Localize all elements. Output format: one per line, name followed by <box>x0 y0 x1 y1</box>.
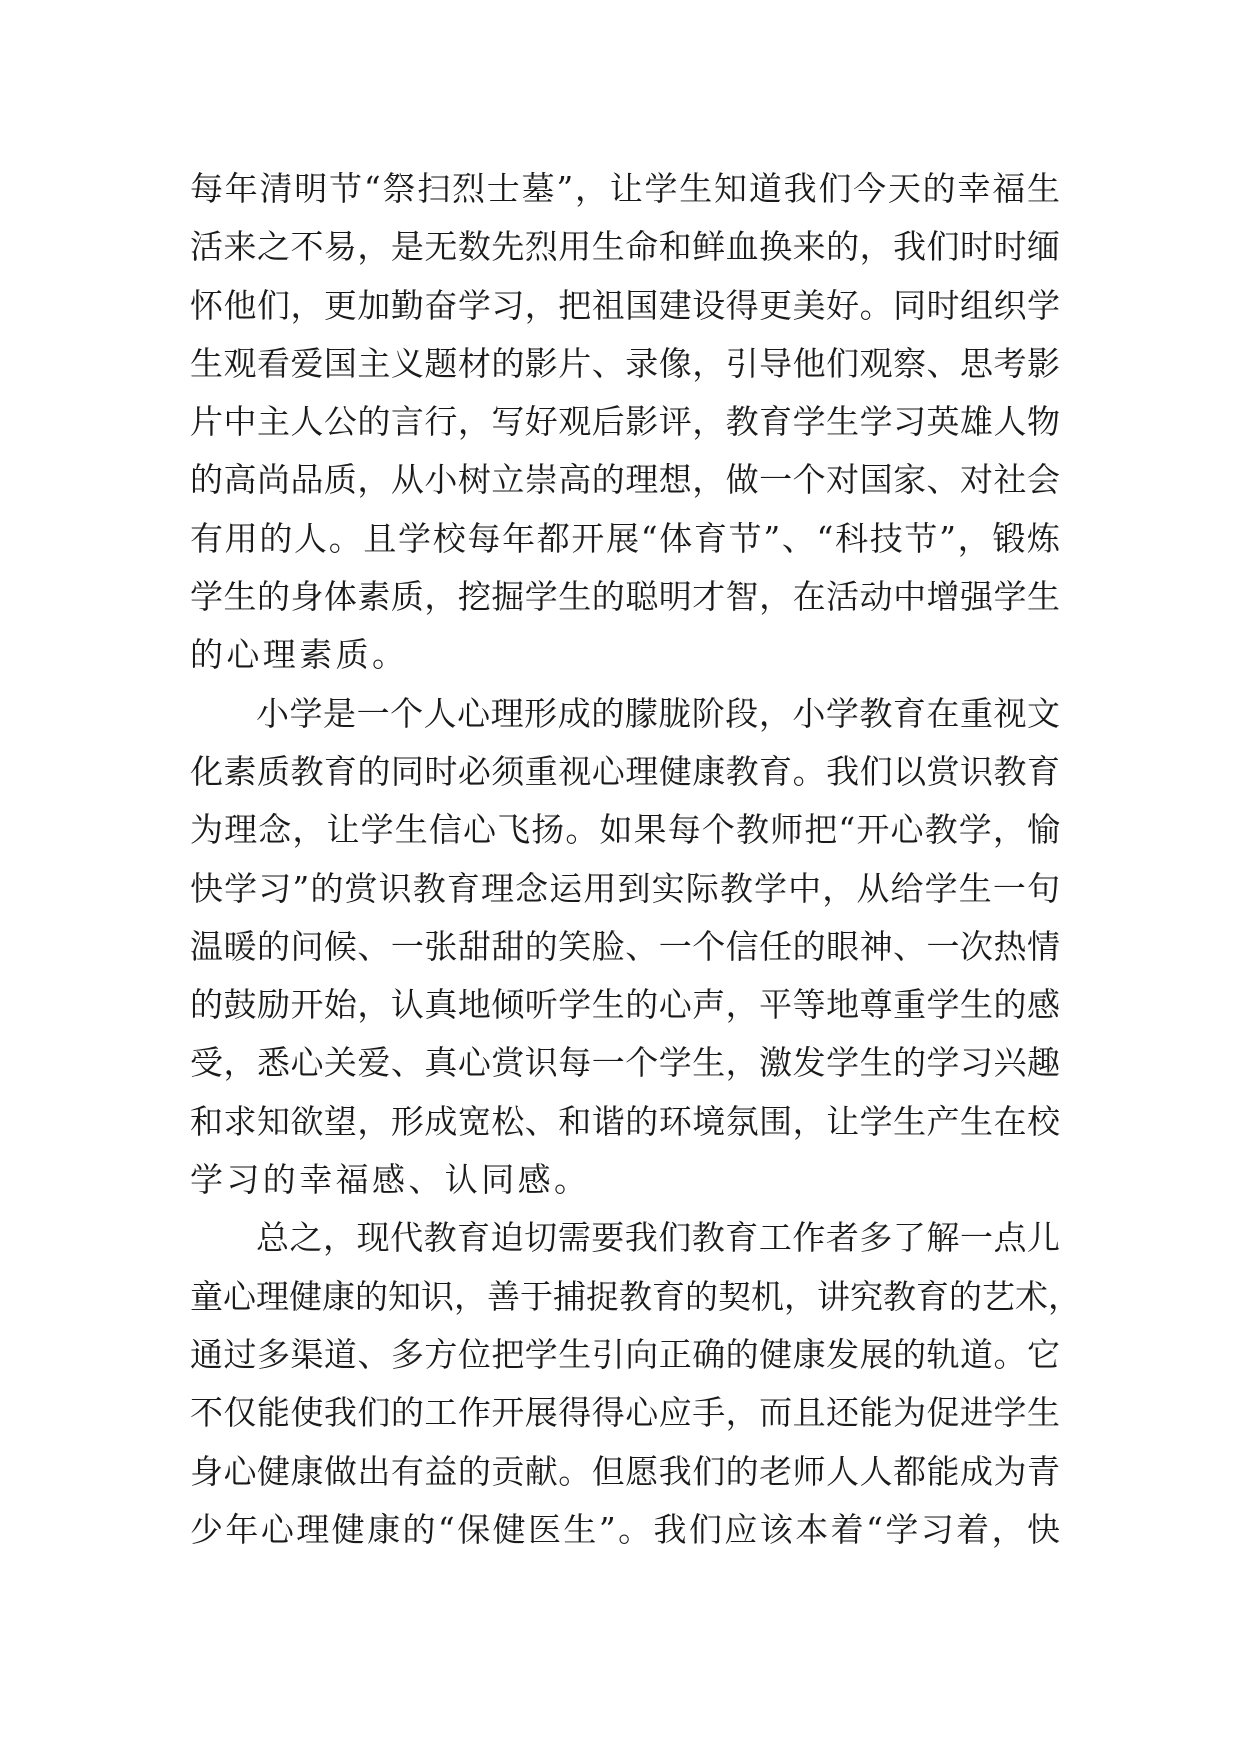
paragraph-2-line-8: 和求知欲望，形成宽松、和谐的环境氛围，让学生产生在校 <box>190 1101 1060 1141</box>
paragraph-3-line-2: 童心理健康的知识，善于捕捉教育的契机，讲究教育的艺术， <box>190 1276 1081 1316</box>
paragraph-3-line-5: 身心健康做出有益的贡献。但愿我们的老师人人都能成为青 <box>190 1451 1060 1491</box>
paragraph-1-line-8: 学生的身体素质，挖掘学生的聪明才智，在活动中增强学生 <box>190 577 1060 617</box>
paragraph-3-line-4: 不仅能使我们的工作开展得得心应手，而且还能为促进学生 <box>190 1393 1060 1433</box>
paragraph-1-line-2: 活来之不易，是无数先烈用生命和鲜血换来的，我们时时缅 <box>190 227 1060 267</box>
paragraph-2-line-9: 学习的幸福感、认同感。 <box>190 1160 591 1200</box>
paragraph-1-line-3: 怀他们，更加勤奋学习，把祖国建设得更美好。同时组织学 <box>190 285 1060 325</box>
paragraph-2-line-4: 快学习”的赏识教育理念运用到实际教学中，从给学生一句 <box>190 868 1060 908</box>
paragraph-3-line-1: 总之，现代教育迫切需要我们教育工作者多了解一点儿 <box>256 1218 1060 1258</box>
paragraph-1-line-4: 生观看爱国主义题材的影片、录像，引导他们观察、思考影 <box>190 343 1060 383</box>
paragraph-2-line-6: 的鼓励开始，认真地倾听学生的心声，平等地尊重学生的感 <box>190 985 1060 1025</box>
paragraph-1-line-9: 的心理素质。 <box>190 635 409 675</box>
paragraph-2-line-2: 化素质教育的同时必须重视心理健康教育。我们以赏识教育 <box>190 751 1060 791</box>
paragraph-2-line-5: 温暖的问候、一张甜甜的笑脸、一个信任的眼神、一次热情 <box>190 926 1060 966</box>
paragraph-1-line-7: 有用的人。且学校每年都开展“体育节”、“科技节”，锻炼 <box>190 518 1060 558</box>
paragraph-1-line-5: 片中主人公的言行，写好观后影评，教育学生学习英雄人物 <box>190 402 1060 442</box>
paragraph-1-line-1: 每年清明节“祭扫烈士墓”，让学生知道我们今天的幸福生 <box>190 169 1060 208</box>
document-body <box>190 160 1081 1559</box>
paragraph-1-line-6: 的高尚品质，从小树立崇高的理想，做一个对国家、对社会 <box>190 460 1060 500</box>
paragraph-3-line-6: 少年心理健康的“保健医生”。我们应该本着“学习着，快 <box>190 1509 1060 1549</box>
paragraph-2-line-7: 受，悉心关爱、真心赏识每一个学生，激发学生的学习兴趣 <box>190 1043 1060 1083</box>
paragraph-3-line-3: 通过多渠道、多方位把学生引向正确的健康发展的轨道。它 <box>190 1334 1060 1374</box>
paragraph-2-line-1: 小学是一个人心理形成的朦胧阶段，小学教育在重视文 <box>256 693 1060 733</box>
paragraph-2-line-3: 为理念，让学生信心飞扬。如果每个教师把“开心教学，愉 <box>190 810 1060 850</box>
